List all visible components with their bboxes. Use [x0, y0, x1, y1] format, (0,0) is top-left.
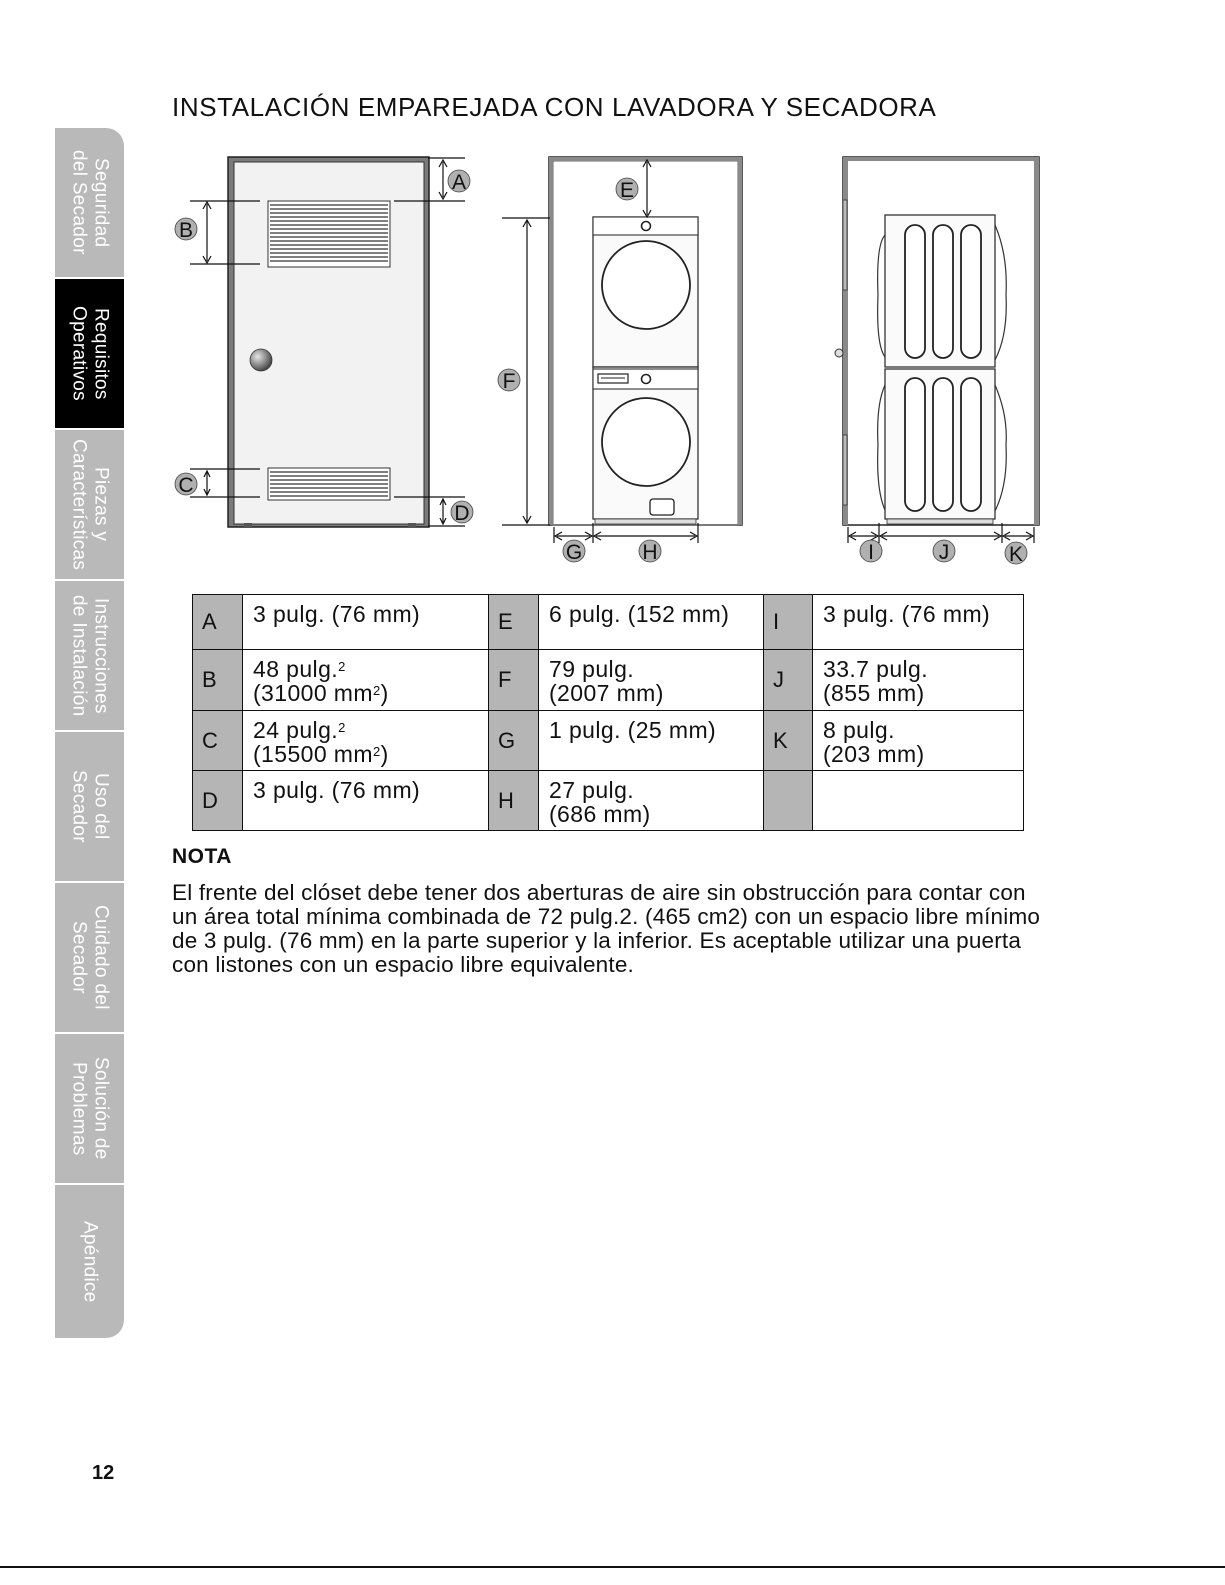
- dryer-front: [593, 217, 698, 367]
- callout-label: D: [454, 502, 470, 525]
- callout-g: [563, 540, 585, 564]
- table-value-cell: [243, 711, 489, 771]
- table-key-cell: J: [764, 650, 813, 711]
- note-heading: NOTA: [172, 845, 232, 868]
- table-key-cell: H: [489, 771, 539, 831]
- tab-cuidado-del-secador[interactable]: [55, 883, 124, 1034]
- tab-label: Solución de Problemas: [68, 1057, 112, 1160]
- table-value-cell: [539, 650, 764, 711]
- closet-front-view: [549, 157, 742, 525]
- table-value-cell: [813, 771, 1024, 831]
- table-row: [193, 711, 1024, 771]
- tab-label: Requisitos Operativos: [68, 306, 112, 401]
- value-line: 24 pulg.: [253, 717, 339, 743]
- tab-label: Instrucciones de Instalación: [68, 594, 112, 717]
- superscript: 2: [338, 720, 346, 735]
- value-line: (2007 mm): [549, 680, 664, 706]
- table-value-cell: [813, 711, 1024, 771]
- value-line: (31000 mm: [253, 680, 373, 706]
- table-value-cell: 1 pulg. (25 mm): [539, 711, 764, 771]
- table-key-cell: A: [193, 595, 243, 650]
- value-line: 48 pulg.: [253, 656, 339, 682]
- page-number: 12: [92, 1462, 115, 1484]
- callout-a: [448, 170, 470, 194]
- callout-label: J: [938, 541, 950, 564]
- superscript: 2: [372, 744, 381, 759]
- tab-uso-del-secador[interactable]: [55, 732, 124, 883]
- table-key-cell: K: [764, 711, 813, 771]
- dimensions-table: [192, 594, 1024, 831]
- tab-requisitos-operativos[interactable]: [55, 279, 124, 430]
- callout-e: [616, 178, 638, 202]
- value-line: 8 pulg.: [823, 717, 895, 743]
- value-line: (855 mm): [823, 680, 925, 706]
- callout-label: E: [619, 179, 635, 202]
- table-value-cell: 6 pulg. (152 mm): [539, 595, 764, 650]
- tab-label: Piezas y Características: [68, 438, 112, 571]
- superscript: 2: [338, 659, 346, 674]
- lower-vent: [268, 468, 390, 500]
- table-key-cell: B: [193, 650, 243, 711]
- table-key-cell: D: [193, 771, 243, 831]
- value-line: (686 mm): [549, 801, 651, 827]
- table-row: [193, 771, 1024, 831]
- side-dimension-lines: [848, 523, 1034, 543]
- callout-label: K: [1008, 543, 1024, 566]
- superscript: 2: [372, 683, 381, 698]
- table-key-cell: I: [764, 595, 813, 650]
- tab-label: Cuidado del Secador: [68, 905, 112, 1010]
- value-line: 27 pulg.: [549, 777, 635, 803]
- upper-vent: [268, 201, 390, 267]
- tab-piezas-y-caracteristicas[interactable]: [55, 430, 124, 581]
- dryer-side: [878, 215, 1007, 367]
- tab-seguridad-del-secador[interactable]: [55, 128, 124, 279]
- table-value-cell: [539, 771, 764, 831]
- tab-label: Seguridad del Secador: [68, 150, 112, 255]
- table-value-cell: [813, 650, 1024, 711]
- table-key-cell: E: [489, 595, 539, 650]
- table-row: [193, 595, 1024, 650]
- page-title: INSTALACIÓN EMPAREJADA CON LAVADORA Y SECADORA: [172, 92, 937, 122]
- callout-h: [639, 540, 661, 564]
- callout-f: [498, 369, 520, 393]
- table-key-cell: [764, 771, 813, 831]
- callout-c: [175, 473, 197, 497]
- tab-instrucciones-de-instalacion[interactable]: [55, 581, 124, 732]
- table-key-cell: C: [193, 711, 243, 771]
- value-close: ): [380, 680, 389, 706]
- side-tabs: [55, 128, 124, 1338]
- table-value-cell: 3 pulg. (76 mm): [243, 595, 489, 650]
- table-row: [193, 650, 1024, 711]
- table-key-cell: F: [489, 650, 539, 711]
- callout-label: C: [178, 474, 194, 497]
- door-knob-icon: [250, 349, 272, 371]
- callout-b: [175, 218, 197, 242]
- table-value-cell: 3 pulg. (76 mm): [813, 595, 1024, 650]
- callout-d: [451, 501, 473, 525]
- installation-diagram: [160, 145, 1060, 575]
- washer-front: [593, 367, 698, 524]
- footer-divider: [0, 1566, 1225, 1568]
- table-key-cell: G: [489, 711, 539, 771]
- callout-label: B: [178, 219, 194, 242]
- callout-k: [1005, 542, 1027, 566]
- callout-label: F: [502, 370, 516, 393]
- tab-apendice[interactable]: [55, 1185, 124, 1338]
- callout-label: A: [451, 171, 467, 194]
- value-line: 79 pulg.: [549, 656, 635, 682]
- value-line: (15500 mm: [253, 741, 373, 767]
- callout-i: [860, 540, 882, 564]
- note-body: El frente del clóset debe tener dos aberturas de aire sin obstrucción para contar con un área total mínima combinada de 72 pulg.2. (465 cm2) con un espacio libre mínimo de 3 pulg. (76 mm) en la parte superior y la inferior. Es aceptable utilizar una puerta con listones con un espacio libre equivalente.: [172, 880, 1041, 977]
- callout-label: G: [565, 541, 583, 564]
- tab-label: Uso del Secador: [68, 770, 112, 843]
- callout-label: I: [868, 541, 874, 564]
- callout-j: [933, 540, 955, 564]
- table-value-cell: 3 pulg. (76 mm): [243, 771, 489, 831]
- value-close: ): [380, 741, 389, 767]
- value-line: (203 mm): [823, 741, 925, 767]
- tab-label: Apéndice: [79, 1220, 101, 1303]
- callout-label: H: [642, 541, 658, 564]
- value-line: 33.7 pulg.: [823, 656, 929, 682]
- closet-door: [228, 157, 429, 528]
- washer-side: [878, 369, 1007, 524]
- table-value-cell: [243, 650, 489, 711]
- tab-solucion-de-problemas[interactable]: [55, 1034, 124, 1185]
- closet-side-view: [835, 157, 1039, 525]
